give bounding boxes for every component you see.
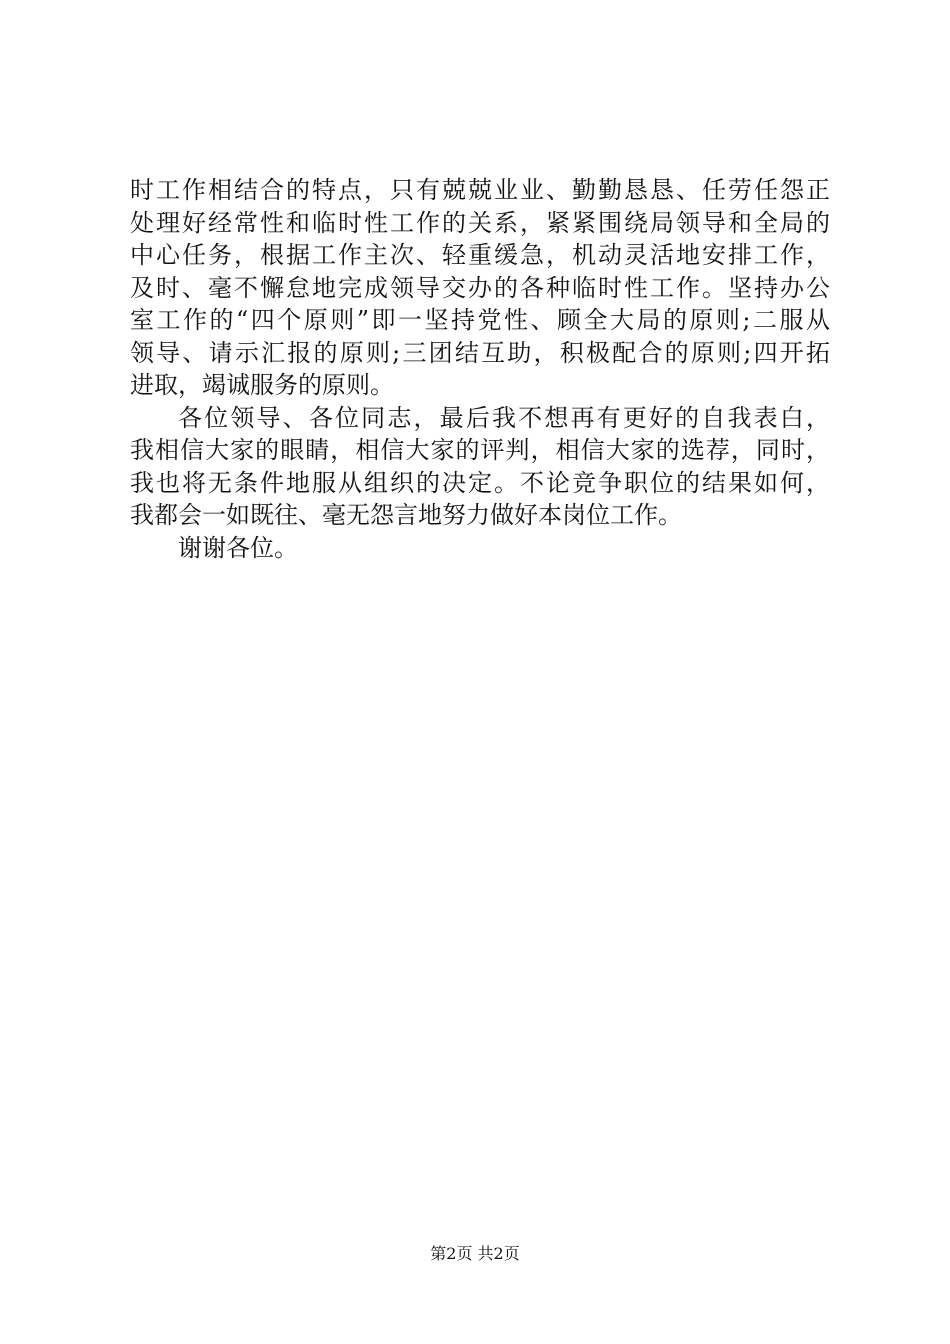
text-line: 室工作的“四个原则”即一坚持党性、顾全大局的原则;二服从: [130, 306, 830, 334]
text-line: 及时、毫不懈怠地完成领导交办的各种临时性工作。坚持办公: [130, 273, 830, 302]
text-line: 我相信大家的眼睛，相信大家的评判，相信大家的选荐，同时，: [130, 436, 830, 464]
text-line: 我也将无条件地服从组织的决定。不论竞争职位的结果如何，: [130, 468, 830, 497]
page-footer: 第2页 共2页: [430, 1244, 520, 1263]
text-line: 处理好经常性和临时性工作的关系，紧紧围绕局领导和全局的: [130, 208, 830, 237]
text-line: 谢谢各位。: [178, 533, 298, 562]
text-line: 各位领导、各位同志，最后我不想再有更好的自我表白，: [178, 403, 830, 432]
text-line: 领导、请示汇报的原则;三团结互助，积极配合的原则;四开拓: [130, 338, 830, 367]
document-body: [130, 174, 830, 564]
text-line: 我都会一如既往、毫无怨言地努力做好本岗位工作。: [130, 501, 682, 529]
text-line: 进取，竭诚服务的原则。: [130, 371, 394, 399]
text-line: 中心任务，根据工作主次、轻重缓急，机动灵活地安排工作，: [130, 241, 830, 269]
text-line: 时工作相结合的特点，只有兢兢业业、勤勤恳恳、任劳任怨正: [130, 176, 830, 204]
